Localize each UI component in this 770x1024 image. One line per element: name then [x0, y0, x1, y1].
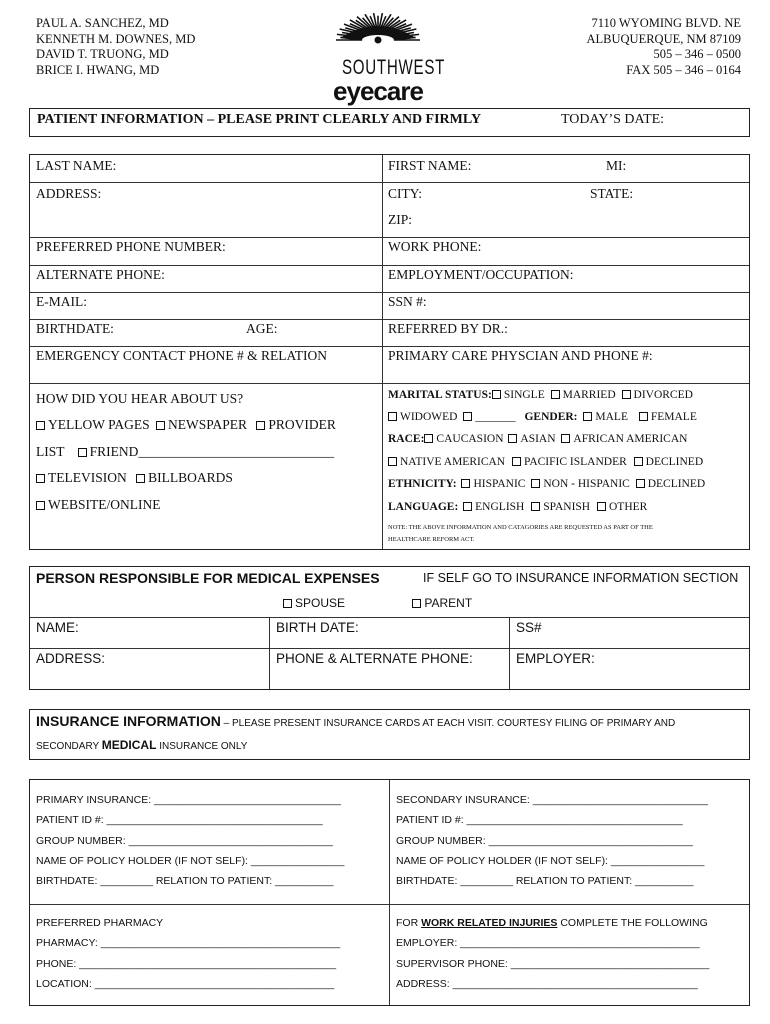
female-checkbox[interactable]	[639, 412, 648, 421]
address-field[interactable]: ADDRESS:	[36, 186, 102, 201]
note-line: HEALTHCARE REFORM ACT.	[388, 536, 475, 543]
parent-label: PARENT	[424, 596, 473, 610]
primary-birthdate-relation-field[interactable]: BIRTHDATE: _________ RELATION TO PATIENT: __________	[36, 875, 334, 887]
provider-label: PROVIDER	[268, 417, 336, 432]
non-hispanic-label: NON - HISPANIC	[543, 478, 630, 490]
non-hispanic-checkbox[interactable]	[531, 479, 540, 488]
email-field[interactable]: E-MAIL:	[36, 294, 87, 309]
asian-label: ASIAN	[520, 433, 556, 445]
responsible-phone-field[interactable]: PHONE & ALTERNATE PHONE:	[276, 651, 473, 666]
pharmacy-location-field[interactable]: LOCATION: _________________________________________	[36, 978, 335, 990]
alternate-phone-field[interactable]: ALTERNATE PHONE:	[36, 267, 165, 282]
age-field[interactable]: AGE:	[246, 321, 278, 336]
preferred-pharmacy-title: PREFERRED PHARMACY	[36, 917, 164, 929]
television-checkbox[interactable]	[36, 474, 45, 483]
work-injury-text: COMPLETE THE FOLLOWING	[557, 917, 708, 929]
responsible-name-field[interactable]: NAME:	[36, 620, 79, 635]
ssn-field[interactable]: SSN #:	[388, 294, 427, 309]
caucasion-checkbox[interactable]	[424, 434, 433, 443]
secondary-insurance-field[interactable]: SECONDARY INSURANCE: ______________________________	[396, 794, 708, 806]
doctor-name: KENNETH M. DOWNES, MD	[36, 31, 196, 46]
primary-care-field[interactable]: PRIMARY CARE PHYSCIAN AND PHONE #:	[388, 348, 653, 363]
doctor-name: PAUL A. SANCHEZ, MD	[36, 16, 169, 30]
married-label: MARRIED	[562, 389, 616, 401]
referred-by-field[interactable]: REFERRED BY DR.:	[388, 321, 508, 336]
married-checkbox[interactable]	[551, 390, 560, 399]
billboards-checkbox[interactable]	[136, 474, 145, 483]
website-label: WEBSITE/ONLINE	[48, 497, 161, 512]
race-row-2	[388, 456, 703, 468]
secondary-patient-id-field[interactable]: PATIENT ID #: _____________________________________	[396, 814, 683, 826]
zip-field[interactable]: ZIP:	[388, 212, 413, 227]
widowed-gender-row	[388, 411, 697, 423]
hear-about-row-2	[36, 444, 334, 460]
responsible-ss-field[interactable]: SS#	[516, 620, 542, 635]
yellow-pages-checkbox[interactable]	[36, 421, 45, 430]
widowed-label: WIDOWED	[400, 411, 458, 423]
medical-emphasis: MEDICAL	[101, 738, 157, 752]
native-american-label: NATIVE AMERICAN	[400, 456, 506, 468]
pacific-islander-checkbox[interactable]	[512, 457, 521, 466]
language-row	[388, 501, 647, 513]
note-line: NOTE: THE ABOVE INFORMATION AND CATAGORIES ARE REQUESTED AS PART OF THE	[388, 524, 653, 531]
list-label: LIST	[36, 444, 65, 459]
fax-line: FAX 505 – 346 – 0164	[626, 62, 741, 77]
work-employer-field[interactable]: EMPLOYER: _________________________________________	[396, 937, 700, 949]
website-checkbox[interactable]	[36, 501, 45, 510]
native-american-checkbox[interactable]	[388, 457, 397, 466]
gender-label: GENDER:	[524, 411, 578, 423]
logo-wordmark-top: SOUTHWEST	[342, 56, 446, 79]
logo-wordmark-bottom: eyecare	[333, 76, 423, 106]
insurance-info-title: INSURANCE INFORMATION	[36, 713, 221, 729]
female-label: FEMALE	[650, 411, 697, 423]
other-language-checkbox[interactable]	[597, 502, 606, 511]
widowed-checkbox[interactable]	[388, 412, 397, 421]
address-line: ALBUQUERQUE, NM 87109	[586, 31, 741, 46]
phone-line: 505 – 346 – 0500	[653, 47, 741, 61]
work-injury-title	[396, 917, 708, 929]
city-field[interactable]: CITY:	[388, 186, 423, 201]
responsible-birth-date-field[interactable]: BIRTH DATE:	[276, 620, 359, 635]
insurance-text-part: INSURANCE ONLY	[156, 741, 248, 752]
doctor-name: DAVID T. TRUONG, MD	[36, 47, 169, 61]
other-marital-blank[interactable]: _______	[475, 411, 516, 423]
ethnicity-declined-checkbox[interactable]	[636, 479, 645, 488]
spouse-checkbox[interactable]	[283, 599, 292, 608]
race-row-1	[388, 433, 687, 445]
other-language-label: OTHER	[609, 501, 648, 513]
dash: –	[220, 718, 232, 729]
insurance-info-line-2	[36, 738, 247, 752]
preferred-phone-field[interactable]: PREFERRED PHONE NUMBER:	[36, 239, 226, 254]
spanish-checkbox[interactable]	[531, 502, 540, 511]
responsible-address-field[interactable]: ADDRESS:	[36, 651, 106, 666]
insurance-info-bar	[29, 709, 750, 760]
secondary-birthdate-relation-field[interactable]: BIRTHDATE: _________ RELATION TO PATIENT: __________	[396, 875, 694, 887]
marital-status-row	[388, 389, 693, 401]
single-checkbox[interactable]	[492, 390, 501, 399]
yellow-pages-label: YELLOW PAGES	[48, 417, 150, 432]
primary-policy-holder-field[interactable]: NAME OF POLICY HOLDER (IF NOT SELF): ________________	[36, 855, 345, 867]
responsible-title: PERSON RESPONSIBLE FOR MEDICAL EXPENSES	[36, 570, 380, 586]
newspaper-checkbox[interactable]	[156, 421, 165, 430]
doctor-list	[36, 16, 195, 78]
insurance-text-part: SECONDARY	[36, 741, 102, 752]
responsible-note: IF SELF GO TO INSURANCE INFORMATION SECTION	[423, 571, 739, 585]
address-line: 7110 WYOMING BLVD. NE	[591, 16, 741, 30]
pharmacy-field[interactable]: PHARMACY: _________________________________________	[36, 937, 341, 949]
ethnicity-row	[388, 478, 705, 490]
doctor-name: BRICE I. HWANG, MD	[36, 62, 160, 77]
hear-about-row-1	[36, 417, 336, 433]
male-label: MALE	[595, 411, 628, 423]
responsible-party-table	[29, 566, 750, 690]
supervisor-phone-field[interactable]: SUPERVISOR PHONE: __________________________________	[396, 958, 710, 970]
ethnicity-label: ETHNICITY:	[388, 478, 457, 490]
employment-field[interactable]: EMPLOYMENT/OCCUPATION:	[388, 267, 574, 282]
healthcare-note	[388, 522, 653, 546]
insurance-detail-table	[29, 779, 750, 1006]
relation-options	[283, 596, 472, 610]
practice-address	[586, 16, 741, 78]
emergency-contact-field[interactable]: EMERGENCY CONTACT PHONE # & RELATION	[36, 348, 328, 363]
parent-checkbox[interactable]	[412, 599, 421, 608]
marital-status-label: MARITAL STATUS:	[388, 389, 492, 401]
last-name-field[interactable]: LAST NAME:	[36, 158, 117, 173]
form-title: PATIENT INFORMATION – PLEASE PRINT CLEARLY AND FIRMLY	[37, 112, 482, 127]
work-phone-field[interactable]: WORK PHONE:	[388, 239, 482, 254]
male-checkbox[interactable]	[583, 412, 592, 421]
insurance-info-text: PLEASE PRESENT INSURANCE CARDS AT EACH VISIT. COURTESY FILING OF PRIMARY AND	[231, 718, 676, 729]
ethnicity-declined-label: DECLINED	[647, 478, 706, 490]
caucasion-label: CAUCASION	[436, 433, 504, 445]
friend-label[interactable]: FRIEND_____________________________	[89, 444, 335, 459]
insurance-info-line-1	[36, 713, 675, 729]
hear-about-row-4	[36, 497, 160, 513]
hispanic-checkbox[interactable]	[461, 479, 470, 488]
work-injury-emphasis: WORK RELATED INJURIES	[421, 917, 558, 929]
responsible-employer-field[interactable]: EMPLOYER:	[516, 651, 595, 666]
state-field[interactable]: STATE:	[590, 186, 634, 201]
secondary-group-number-field[interactable]: GROUP NUMBER: ___________________________________	[396, 835, 693, 847]
first-name-field[interactable]: FIRST NAME:	[388, 158, 472, 173]
middle-initial-field[interactable]: MI:	[606, 158, 627, 173]
title-bar	[29, 108, 750, 137]
asian-checkbox[interactable]	[508, 434, 517, 443]
work-injury-text: FOR	[396, 917, 422, 929]
primary-insurance-field[interactable]: PRIMARY INSURANCE: ________________________________	[36, 794, 341, 806]
english-label: ENGLISH	[475, 501, 525, 513]
language-label: LANGUAGE:	[388, 501, 459, 513]
todays-date-label[interactable]: TODAY’S DATE:	[561, 112, 665, 127]
race-declined-label: DECLINED	[645, 456, 704, 468]
billboards-label: BILLBOARDS	[148, 470, 233, 485]
provider-list-checkbox[interactable]	[256, 421, 265, 430]
primary-group-number-field[interactable]: GROUP NUMBER: ___________________________________	[36, 835, 333, 847]
divorced-checkbox[interactable]	[622, 390, 631, 399]
television-label: TELEVISION	[48, 470, 127, 485]
newspaper-label: NEWSPAPER	[168, 417, 248, 432]
race-declined-checkbox[interactable]	[634, 457, 643, 466]
birthdate-field[interactable]: BIRTHDATE:	[36, 321, 114, 336]
friend-checkbox[interactable]	[78, 448, 87, 457]
work-address-field[interactable]: ADDRESS: __________________________________________	[396, 978, 698, 990]
hear-about-question: HOW DID YOU HEAR ABOUT US?	[36, 391, 244, 406]
spanish-label: SPANISH	[543, 501, 591, 513]
divorced-label: DIVORCED	[633, 389, 693, 401]
english-checkbox[interactable]	[463, 502, 472, 511]
race-label: RACE:	[388, 433, 425, 445]
hear-about-row-3	[36, 470, 233, 486]
pharmacy-phone-field[interactable]: PHONE: ____________________________________________	[36, 958, 337, 970]
primary-patient-id-field[interactable]: PATIENT ID #: _____________________________________	[36, 814, 323, 826]
african-american-label: AFRICAN AMERICAN	[573, 433, 688, 445]
hispanic-label: HISPANIC	[473, 478, 526, 490]
secondary-policy-holder-field[interactable]: NAME OF POLICY HOLDER (IF NOT SELF): ________________	[396, 855, 705, 867]
spouse-label: SPOUSE	[295, 596, 346, 610]
single-label: SINGLE	[503, 389, 545, 401]
african-american-checkbox[interactable]	[561, 434, 570, 443]
other-marital-checkbox[interactable]	[463, 412, 472, 421]
pacific-islander-label: PACIFIC ISLANDER	[523, 456, 627, 468]
southwest-eyecare-logo	[318, 10, 446, 110]
patient-info-table	[29, 154, 750, 550]
